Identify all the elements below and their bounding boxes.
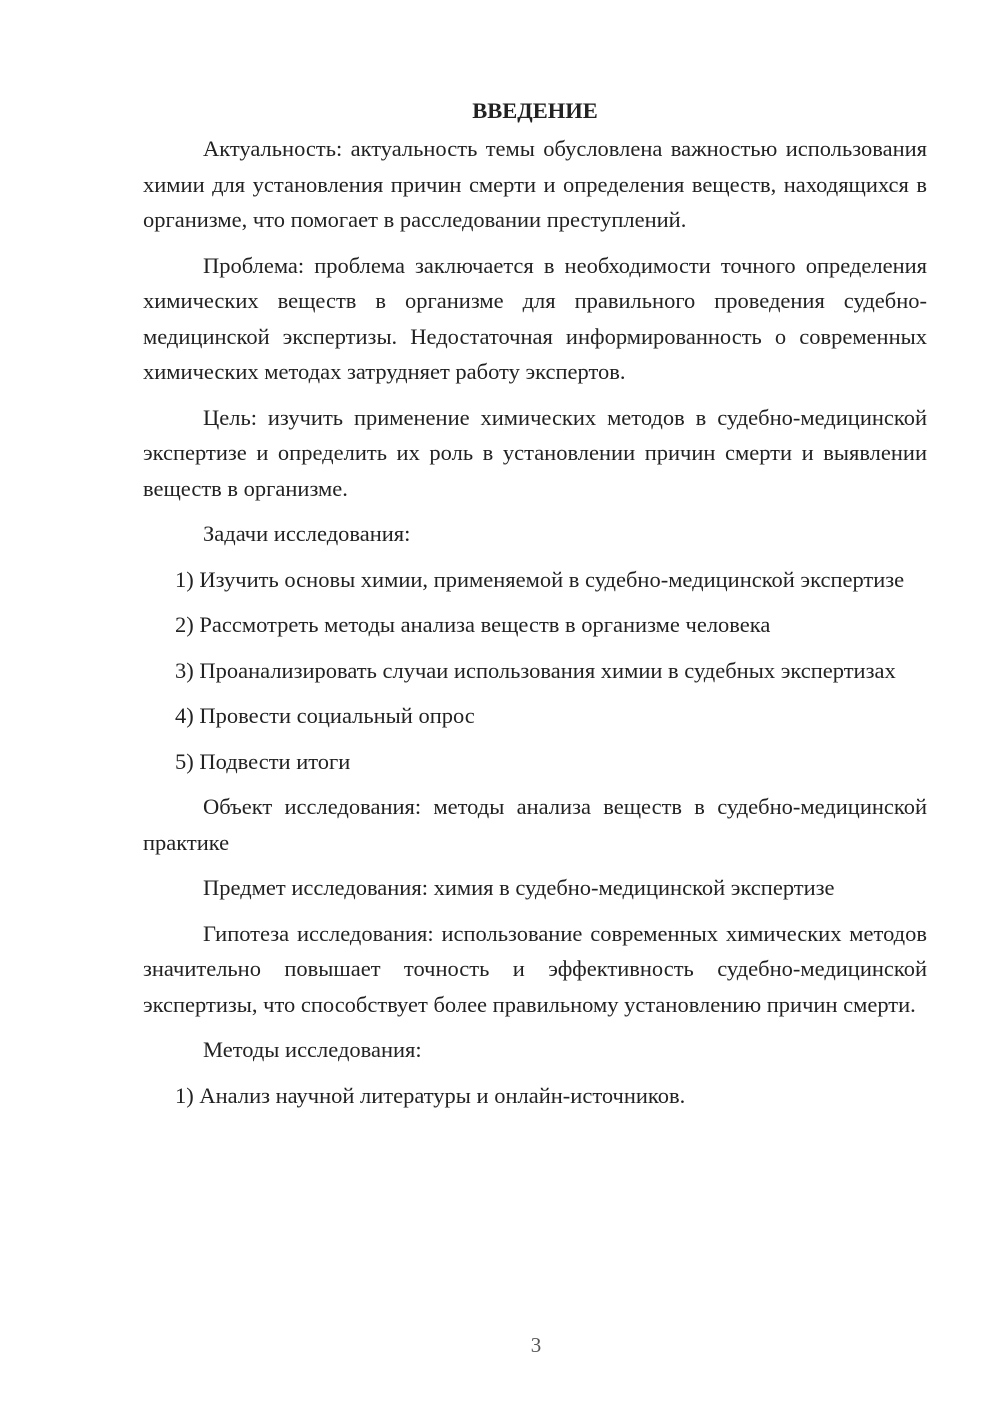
paragraph-goal: Цель: изучить применение химических методов в судебно-медицинской экспертизе и определить их роль в установлении причин смерти и выявлении веществ в организме. <box>143 404 927 501</box>
paragraph-methods-heading: Методы исследования: <box>203 1037 422 1062</box>
paragraph-problem: Проблема: проблема заключается в необходимости точного определения химических веществ в организме для правильного проведения судебно-медицинской экспертизы. Недостаточная информированность о современных химических методах затрудняет работу экспертов. <box>143 252 927 384</box>
paragraph-hypothesis: Гипотеза исследования: использование современных химических методов значительно повышает точность и эффективность судебно-медицинской экспертизы, что способствует более правильному установлению причин смерти. <box>143 920 927 1017</box>
task-item-4: 4) Провести социальный опрос <box>175 703 475 728</box>
paragraph-tasks-heading: Задачи исследования: <box>203 521 411 546</box>
task-item-1: 1) Изучить основы химии, применяемой в судебно-медицинской экспертизе <box>175 566 905 592</box>
paragraph-object: Объект исследования: методы анализа веществ в судебно-медицинской практике <box>143 794 927 855</box>
page-content <box>143 95 927 1123</box>
page-number: 3 <box>530 1333 542 1357</box>
paragraph-subject: Предмет исследования: химия в судебно-медицинской экспертизе <box>203 875 835 900</box>
paragraph-relevance: Актуальность: актуальность темы обусловлена важностью использования химии для установления причин смерти и определения веществ, находящихся в организме, что помогает в расследовании преступлений. <box>143 136 927 232</box>
task-item-2: 2) Рассмотреть методы анализа веществ в организме человека <box>175 612 771 637</box>
section-heading: ВВЕДЕНИЕ <box>472 98 598 123</box>
task-item-3: 3) Проанализировать случаи использования химии в судебных экспертизах <box>175 657 896 683</box>
method-item-1: 1) Анализ научной литературы и онлайн-источников. <box>175 1082 686 1108</box>
task-item-5: 5) Подвести итоги <box>175 748 351 774</box>
